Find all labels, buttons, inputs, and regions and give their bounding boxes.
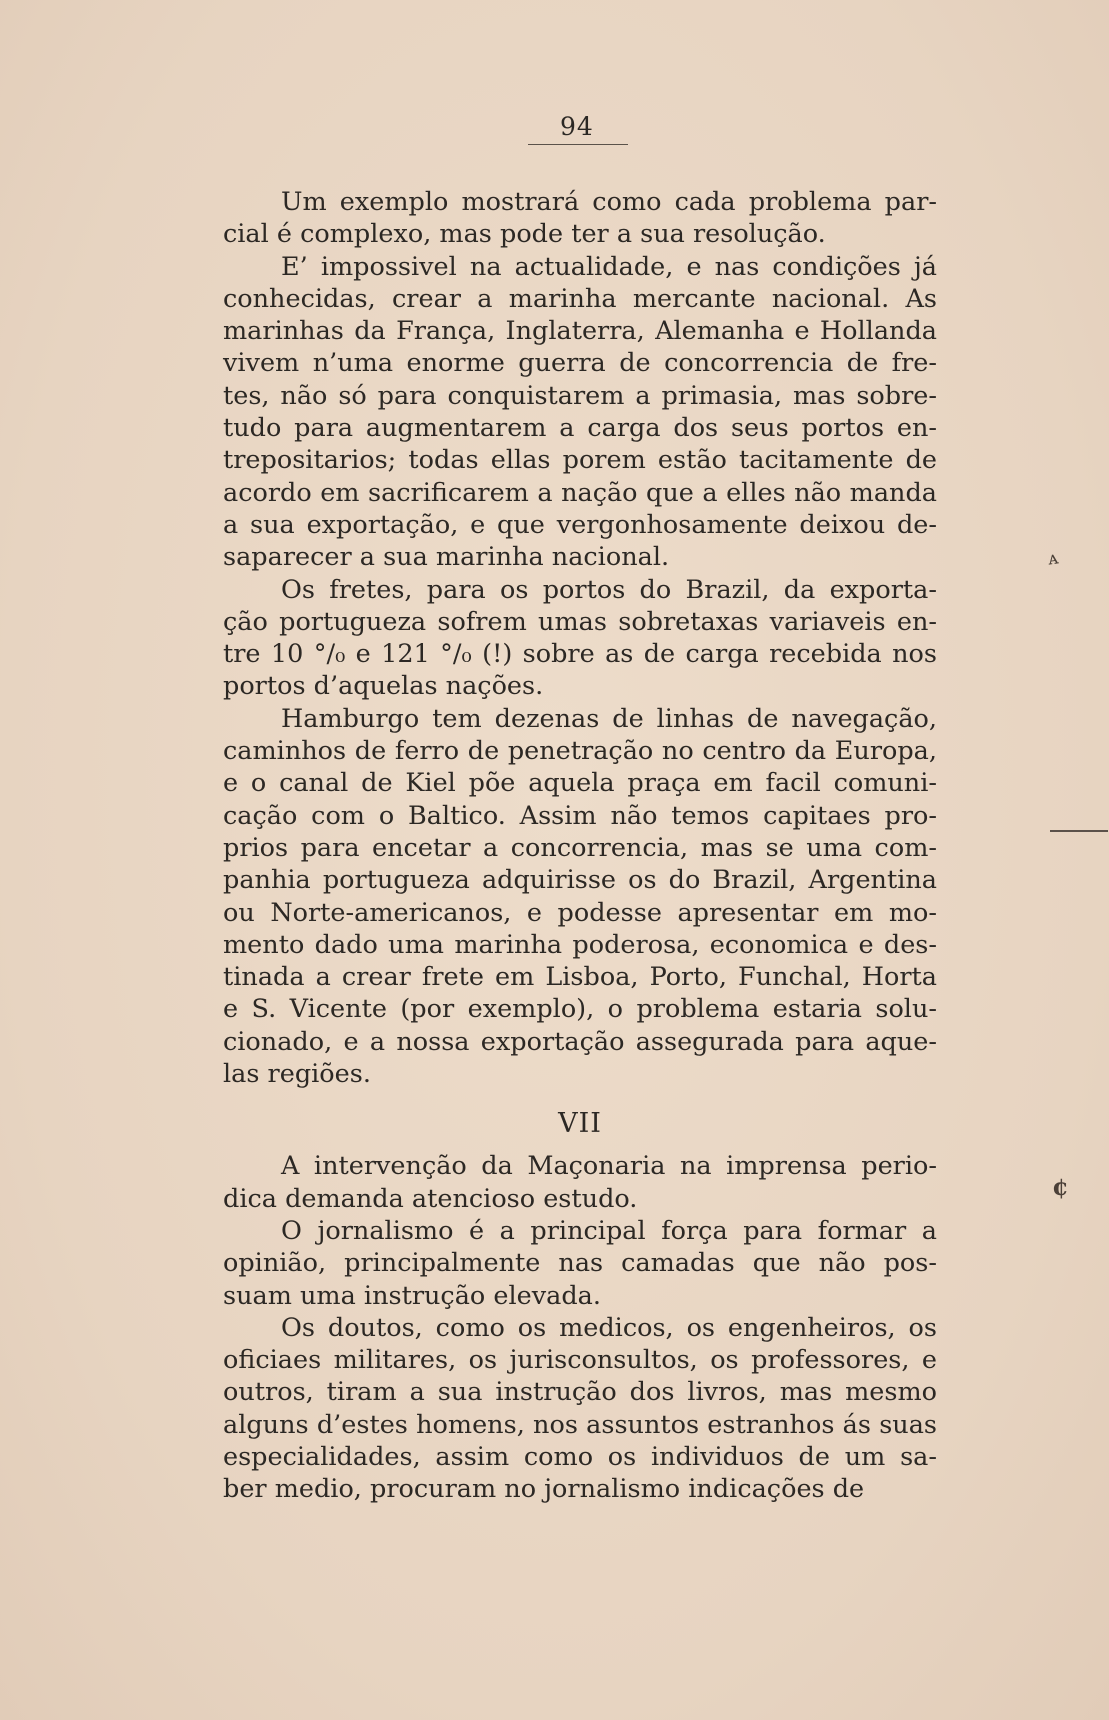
page-number-rule	[528, 144, 628, 145]
text-line: las regiões.	[223, 1059, 371, 1090]
text-line: mento dado uma marinha poderosa, economica e des-	[223, 929, 937, 960]
text-line: tes, não só para conquistarem a primasia, mas sobre-	[223, 380, 937, 411]
text-line: alguns d’estes homens, nos assuntos estranhos ás suas	[223, 1409, 937, 1440]
text-line: ção portugueza sofrem umas sobretaxas variaveis en-	[223, 606, 937, 637]
paragraph	[223, 1150, 937, 1215]
text-line: ber medio, procuram no jornalismo indicações de	[223, 1474, 865, 1505]
text-line: cial é complexo, mas pode ter a sua resolução.	[223, 219, 826, 250]
text-line: O jornalismo é a principal força para formar a	[281, 1215, 937, 1246]
text-line: tre 10 °/₀ e 121 °/₀ (!) sobre as de carga recebida nos	[223, 639, 937, 670]
text-line: e o canal de Kiel põe aquela praça em facil comuni-	[223, 768, 937, 799]
text-line: A intervenção da Maçonaria na imprensa perio-	[281, 1151, 937, 1182]
text-line: panhia portugueza adquirisse os do Brazil, Argentina	[223, 865, 937, 896]
text-line: prios para encetar a concorrencia, mas se uma com-	[223, 832, 937, 863]
text-line: oficiaes militares, os jurisconsultos, os professores, e	[223, 1345, 937, 1376]
page-number: 94	[560, 112, 594, 141]
text-line: e S. Vicente (por exemplo), o problema estaria solu-	[223, 994, 937, 1025]
text-line: cionado, e a nossa exportação assegurada para aque-	[223, 1026, 937, 1057]
section-heading: VII	[558, 1108, 602, 1140]
text-line: Os fretes, para os portos do Brazil, da exporta-	[281, 574, 937, 605]
text-line: Os doutos, como os medicos, os engenheiros, os	[281, 1312, 937, 1343]
margin-ink-line	[1050, 830, 1108, 832]
text-line: ou Norte-americanos, e podesse apresentar em mo-	[223, 897, 937, 928]
text-line: trepositarios; todas ellas porem estão tacitamente de	[223, 445, 937, 476]
paragraph	[223, 186, 937, 251]
text-line: portos d’aquelas nações.	[223, 671, 544, 702]
text-line: cação com o Baltico. Assim não temos capitaes pro-	[223, 800, 937, 831]
text-line: suam uma instrução elevada.	[223, 1280, 601, 1311]
margin-ink-mark: ᴀ	[1046, 547, 1060, 570]
text-line: Um exemplo mostrará como cada problema par-	[281, 187, 937, 217]
text-line: a sua exportação, e que vergonhosamente deixou de-	[223, 509, 937, 540]
text-line: caminhos de ferro de penetração no centro da Europa,	[223, 736, 937, 767]
paragraphs-before-section	[223, 186, 937, 1090]
text-line: especialidades, assim como os individuos de um sa-	[223, 1441, 937, 1472]
text-line: tudo para augmentarem a carga dos seus portos en-	[223, 413, 937, 444]
text-line: saparecer a sua marinha nacional.	[223, 542, 670, 573]
text-line: tinada a crear frete em Lisboa, Porto, Funchal, Horta	[223, 962, 937, 993]
text-line: marinhas da França, Inglaterra, Alemanha e Hollanda	[223, 316, 937, 347]
text-line: dica demanda atencioso estudo.	[223, 1183, 638, 1214]
paragraph	[223, 1312, 937, 1506]
paragraph	[223, 574, 937, 703]
paragraph	[223, 1215, 937, 1312]
paragraph	[223, 251, 937, 574]
margin-ink-mark: ¢	[1052, 1172, 1069, 1201]
text-line: acordo em sacrificarem a nação que a elles não manda	[223, 477, 937, 508]
paragraph	[223, 703, 937, 1091]
text-line: outros, tiram a sua instrução dos livros, mas mesmo	[223, 1377, 937, 1408]
text-line: Hamburgo tem dezenas de linhas de navegação,	[281, 703, 937, 734]
paragraphs-after-section	[223, 1150, 937, 1505]
text-line: opinião, principalmente nas camadas que não pos-	[223, 1248, 937, 1279]
body-text	[223, 186, 937, 1506]
text-line: vivem n’uma enorme guerra de concorrencia de fre-	[223, 348, 937, 379]
text-line: conhecidas, crear a marinha mercante nacional. As	[223, 283, 937, 314]
text-line: E’ impossivel na actualidade, e nas condições já	[281, 251, 937, 282]
